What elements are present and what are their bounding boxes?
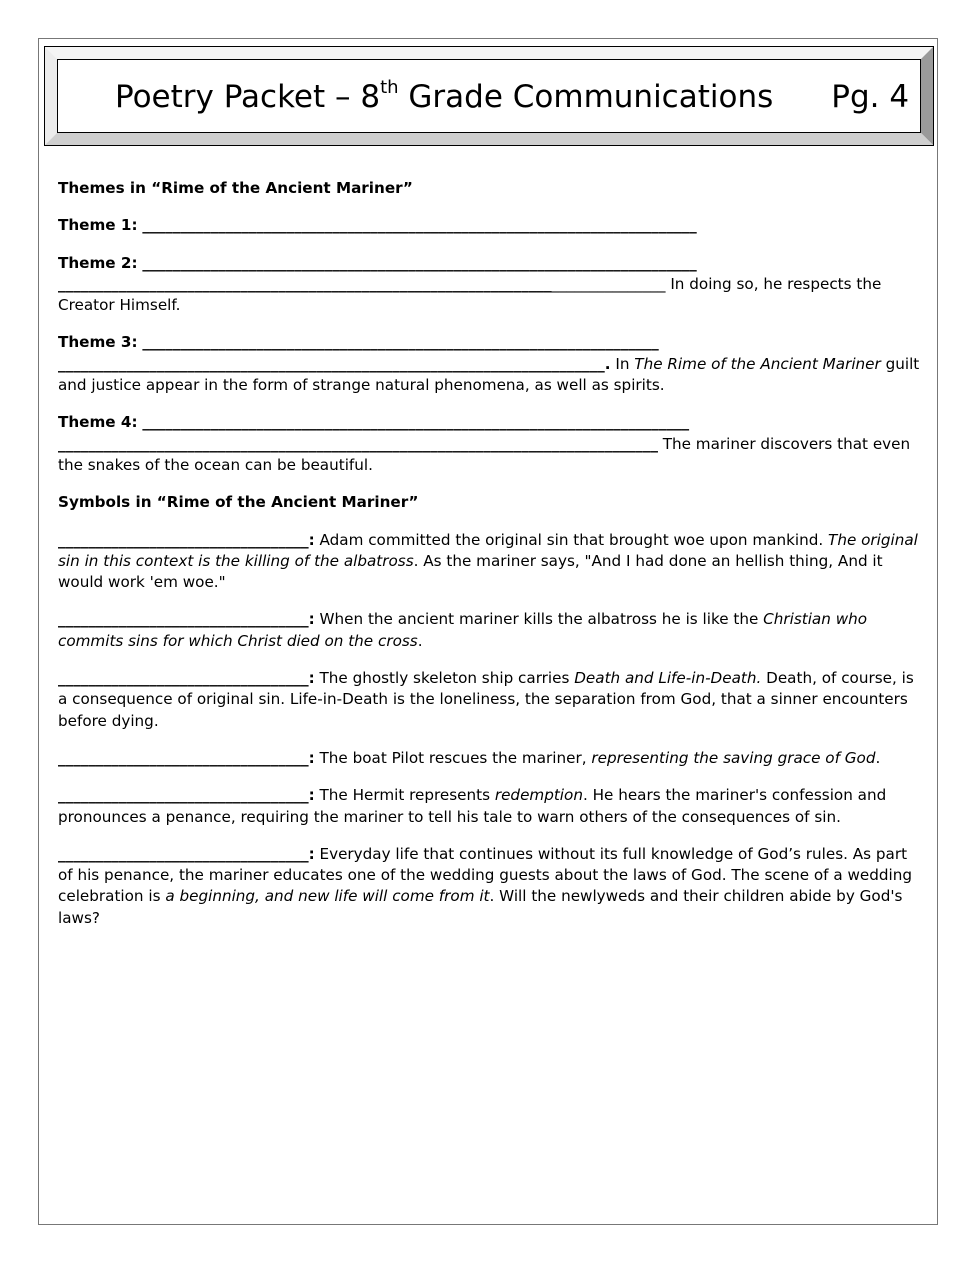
symbol-3-blank[interactable]: _________________________________: bbox=[58, 669, 315, 688]
theme-3-blank-2[interactable]: ________________________________________________________________________. bbox=[58, 354, 611, 373]
symbol-2 bbox=[58, 609, 920, 652]
symbol-3 bbox=[58, 668, 920, 732]
page-number: Pg. 4 bbox=[831, 79, 910, 115]
theme-1 bbox=[58, 215, 920, 236]
title-prefix: Poetry Packet – 8 bbox=[115, 79, 381, 115]
theme-2 bbox=[58, 253, 920, 317]
header-bevel-top bbox=[45, 47, 933, 59]
symbol-6-text-2: . Will the newlyweds and their children abide by God's laws? bbox=[58, 887, 903, 927]
theme-2-blank-2[interactable]: _________________________________________________________________ bbox=[58, 274, 552, 293]
theme-4 bbox=[58, 412, 920, 476]
symbol-4-text-1: The boat Pilot rescues the mariner, bbox=[314, 748, 592, 767]
symbol-3-text-1: The ghostly skeleton ship carries bbox=[314, 669, 575, 688]
title-superscript: th bbox=[380, 77, 399, 98]
symbol-1 bbox=[58, 530, 920, 594]
symbol-5-blank[interactable]: _________________________________: bbox=[58, 786, 315, 805]
themes-heading: Themes in “Rime of the Ancient Mariner” bbox=[58, 179, 413, 197]
symbol-5-text-2: . He hears the mariner's confession and pronounces a penance, requiring the mariner to tell his tale to warn others of the consequences of sin. bbox=[58, 786, 887, 826]
theme-1-blank[interactable]: _________________________________________________________________________ bbox=[142, 216, 697, 235]
theme-4-blank-1[interactable]: ________________________________________________________________________ bbox=[142, 413, 690, 432]
theme-4-text: The mariner discovers that even the snakes of the ocean can be beautiful. bbox=[58, 434, 911, 474]
symbol-6-italic: a beginning, and new life will come from it bbox=[165, 887, 490, 906]
theme-3-label: Theme 3: bbox=[58, 333, 138, 352]
page-title bbox=[115, 78, 915, 117]
symbol-4 bbox=[58, 748, 920, 769]
theme-3-text-1: In bbox=[610, 354, 635, 373]
theme-3-italic: The Rime of the Ancient Mariner bbox=[634, 354, 881, 373]
symbol-2-italic: Christian who commits sins for which Christ died on the cross bbox=[58, 610, 868, 650]
theme-2-label: Theme 2: bbox=[58, 253, 138, 272]
title-suffix: Grade Communications bbox=[398, 79, 774, 115]
theme-1-label: Theme 1: bbox=[58, 216, 138, 235]
symbol-4-text-2: . bbox=[875, 748, 881, 767]
document-body bbox=[58, 178, 920, 945]
header-bevel-bottom bbox=[45, 133, 933, 145]
symbol-3-italic: Death and Life-in-Death. bbox=[574, 669, 762, 688]
symbol-4-italic: representing the saving grace of God bbox=[591, 748, 876, 767]
symbol-2-blank[interactable]: _________________________________: bbox=[58, 610, 315, 629]
theme-2-blank-3[interactable]: _______________ bbox=[551, 274, 666, 293]
symbol-1-blank[interactable]: _________________________________: bbox=[58, 530, 315, 549]
symbols-heading: Symbols in “Rime of the Ancient Mariner” bbox=[58, 493, 419, 512]
header-bevel-right bbox=[921, 47, 933, 145]
theme-4-label: Theme 4: bbox=[58, 413, 138, 432]
symbol-3-text-2: Death, of course, is a consequence of original sin. Life-in-Death is the loneliness, the separation from God, that a sinner encounters before dying. bbox=[58, 669, 914, 730]
theme-2-blank-1[interactable]: _________________________________________________________________________ bbox=[142, 253, 697, 272]
symbol-6 bbox=[58, 844, 920, 929]
symbol-2-text-1: When the ancient mariner kills the albatross he is like the bbox=[314, 610, 764, 629]
symbol-6-text-1: Everyday life that continues without its full knowledge of God’s rules. As part of his penance, the mariner educates one of the wedding guests about the laws of God. The scene of a wedding celebration is bbox=[58, 844, 913, 906]
symbol-1-text-1: Adam committed the original sin that brought woe upon mankind. bbox=[314, 530, 829, 549]
theme-4-blank-2[interactable]: _______________________________________________________________________________ bbox=[58, 434, 658, 453]
symbol-5 bbox=[58, 785, 920, 828]
symbol-5-text-1: The Hermit represents bbox=[314, 786, 495, 805]
symbol-4-blank[interactable]: _________________________________: bbox=[58, 748, 315, 767]
symbol-1-text-2: . As the mariner says, "And I had done an hellish thing, And it would work 'em woe." bbox=[58, 551, 883, 592]
header-bevel-left bbox=[45, 47, 57, 145]
theme-3-blank-1[interactable]: ____________________________________________________________________ bbox=[142, 333, 659, 352]
theme-2-text: In doing so, he respects the Creator Himself. bbox=[58, 274, 882, 315]
symbol-5-italic: redemption bbox=[494, 786, 583, 805]
symbol-1-italic: The original sin in this context is the killing of the albatross bbox=[58, 530, 918, 570]
theme-3 bbox=[58, 332, 920, 396]
theme-3-text-2: guilt and justice appear in the form of strange natural phenomena, as well as spirits. bbox=[58, 354, 920, 395]
symbol-6-blank[interactable]: _________________________________: bbox=[58, 844, 315, 863]
symbol-2-text-2: . bbox=[417, 631, 423, 650]
